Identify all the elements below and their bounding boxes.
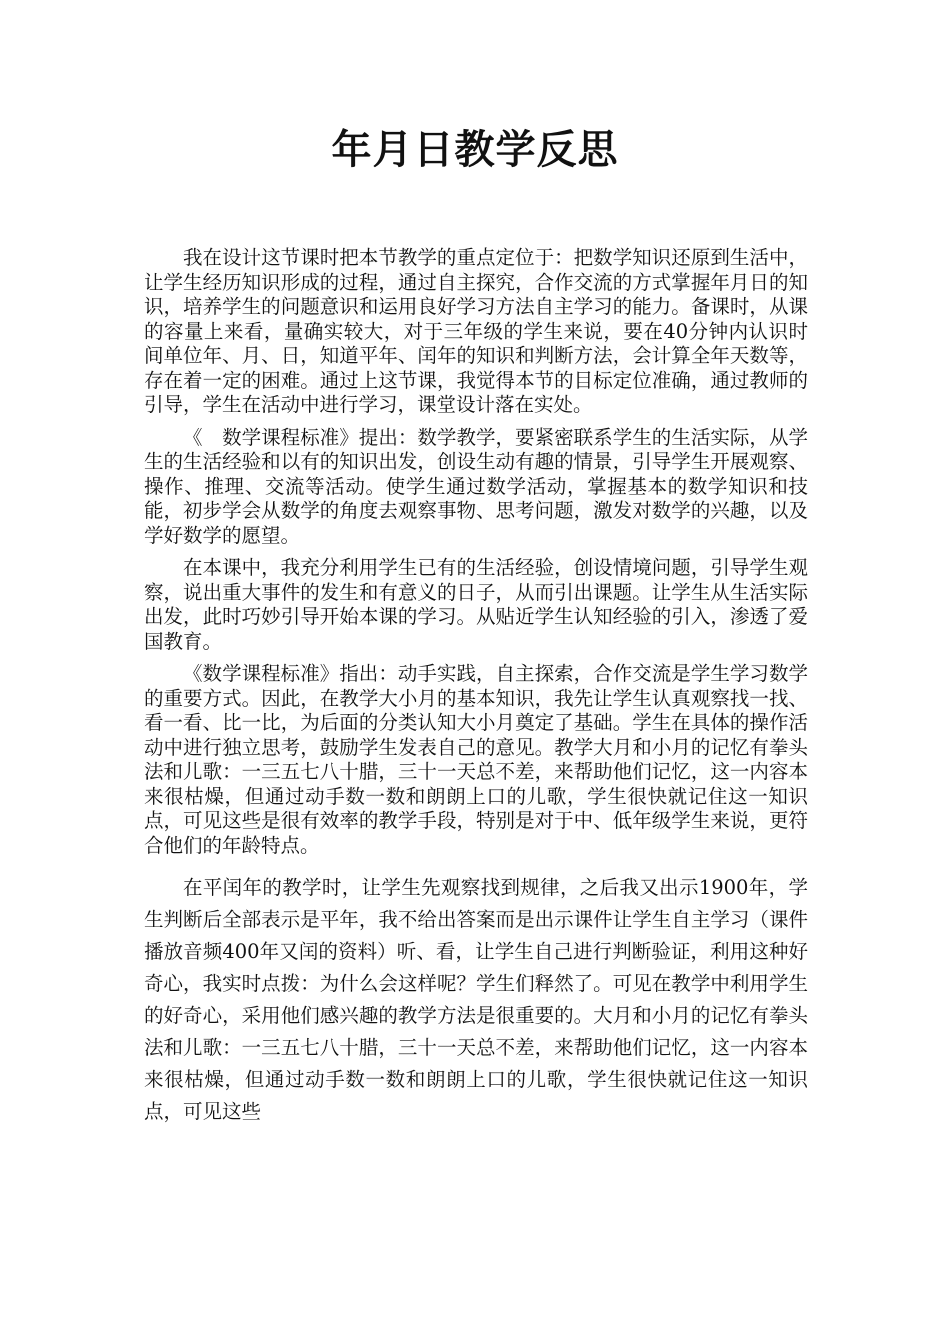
document-body: [144, 246, 808, 1136]
paragraph-life-experience: 在本课中，我充分利用学生已有的生活经验，创设情境问题，引导学生观察，说出重大事件的发生和有意义的日子，从而引出课题。让学生从生活实际出发，此时巧妙引导开始本课的学习。从贴近学生认知经验的引入，渗透了爱国教育。: [144, 556, 808, 653]
paragraph-leap-year-teaching: 在平闰年的教学时，让学生先观察找到规律，之后我又出示1900年，学生判断后全部表示是平年，我不给出答案而是出示课件让学生自主学习（课件播放音频400年又闰的资料）听、看，让学生自己进行判断验证，利用这种好奇心，我实时点拨：为什么会这样呢？学生们释然了。可见在教学中利用学生的好奇心，采用他们感兴趣的教学方法是很重要的。大月和小月的记忆有拳头法和儿歌：一三五七八十腊，三十一天总不差，来帮助他们记忆，这一内容本来很枯燥，但通过动手数一数和朗朗上口的儿歌，学生很快就记住这一知识点，可见这些: [144, 876, 808, 1123]
paragraph-hands-on-practice: 《数学课程标准》指出：动手实践，自主探索，合作交流是学生学习数学的重要方式。因此，在教学大小月的基本知识，我先让学生认真观察找一找、看一看、比一比，为后面的分类认知大小月奠定了基础。学生在具体的操作活动中进行独立思考，鼓励学生发表自己的意见。教学大月和小月的记忆有拳头法和儿歌：一三五七八十腊，三十一天总不差，来帮助他们记忆，这一内容本来很枯燥，但通过动手数一数和朗朗上口的儿歌，学生很快就记住这一知识点，可见这些是很有效率的教学手段，特别是对于中、低年级学生来说，更符合他们的年龄特点。: [144, 662, 808, 857]
paragraph-curriculum-standard: 《 数学课程标准》提出：数学教学，要紧密联系学生的生活实际，从学生的生活经验和以有的知识出发，创设生动有趣的情景，引导学生开展观察、操作、推理、交流等活动。使学生通过数学活动，掌握基本的数学知识和技能，初步学会从数学的角度去观察事物、思考问题，激发对数学的兴趣，以及学好数学的愿望。: [144, 425, 808, 547]
document-title: 年月日教学反思: [331, 127, 619, 173]
paragraph-design-focus: 我在设计这节课时把本节教学的重点定位于：把数学知识还原到生活中，让学生经历知识形成的过程，通过自主探究，合作交流的方式掌握年月日的知识，培养学生的问题意识和运用良好学习方法自主学习的能力。备课时，从课的容量上来看，量确实较大，对于三年级的学生来说，要在40分钟内认识时间单位年、月、日，知道平年、闰年的知识和判断方法，会计算全年天数等，存在着一定的困难。通过上这节课，我觉得本节的目标定位准确，通过教师的引导，学生在活动中进行学习，课堂设计落在实处。: [144, 246, 808, 416]
